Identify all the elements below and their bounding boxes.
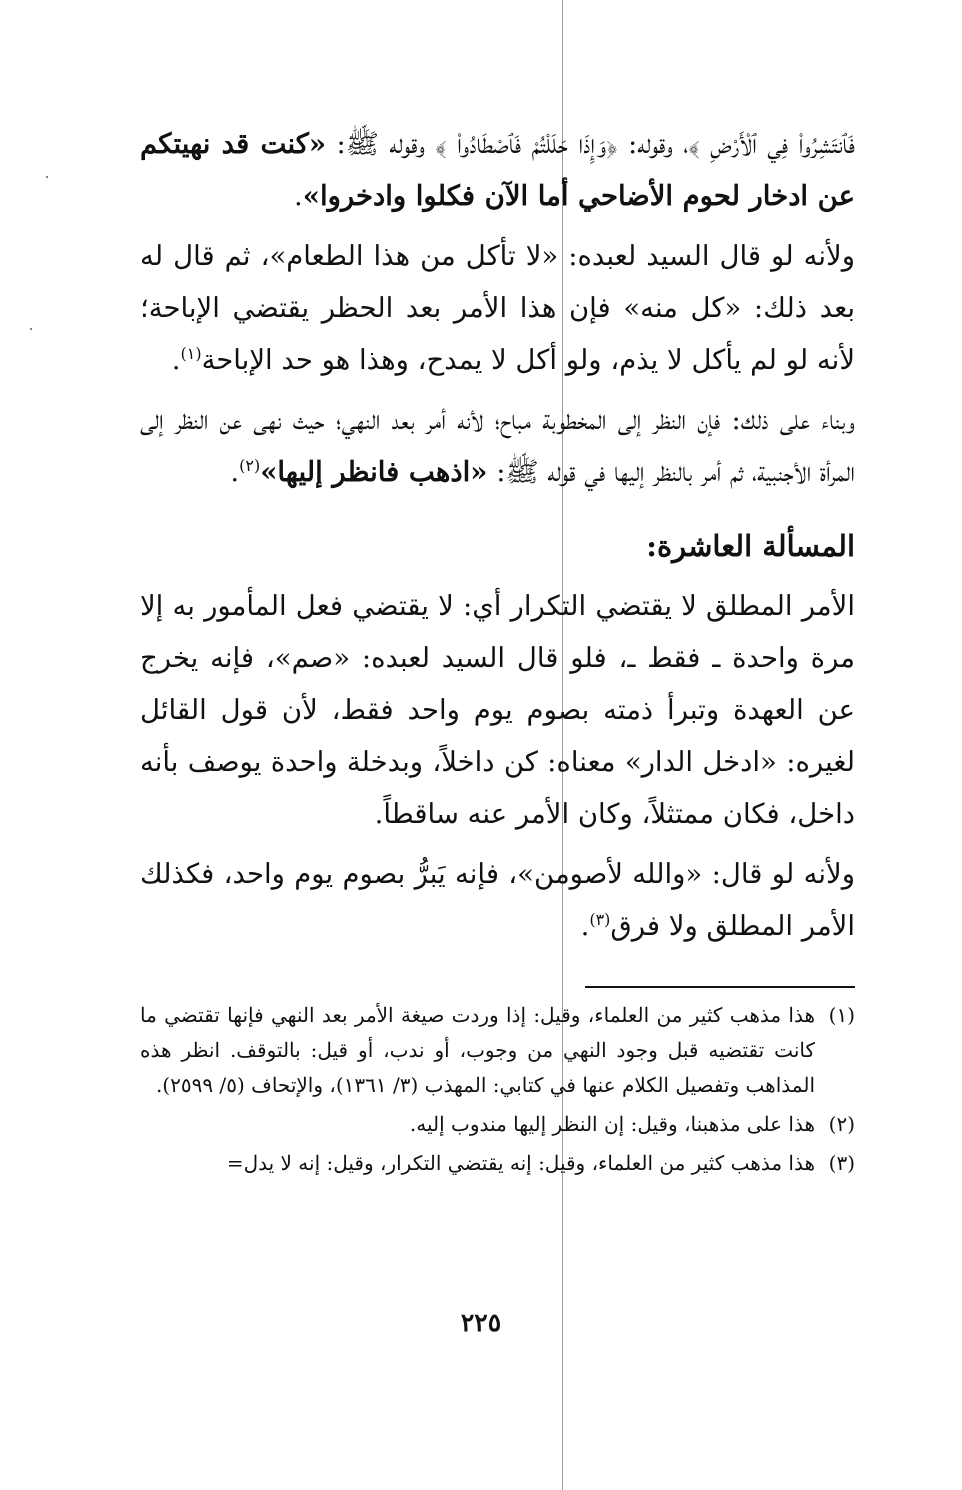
hadith-quote: «كنت قد نهيتكم عن ادخار لحوم الأضاحي أما الآن فكلوا وادخروا» xyxy=(140,128,855,212)
footnote-number: (٢) xyxy=(828,1112,855,1136)
paragraph-1 xyxy=(140,118,855,222)
paragraph-end-mark: . xyxy=(230,456,240,488)
hadith-quote: «اذهب فانظر إليها» xyxy=(260,456,488,488)
footnote-separator xyxy=(585,986,855,988)
paragraph-text: الأمر المطلق لا يقتضي التكرار أي: لا يقتضي فعل المأمور به إلا مرة واحدة ـ فقط ـ، فلو قال السيد لعبده: «صم»، فإنه يخرج عن العهدة وتبرأ ذمته بصوم يوم واحد فقط، لأن قول القائل لغيره: «ادخل الدار» معناه: كن داخلاً، وبدخلة واحدة يوصف بأنه داخل، فكان ممتثلاً، وكان الأمر عنه ساقطاً. xyxy=(140,590,855,830)
footnote-number: (١) xyxy=(828,1003,855,1027)
footnote-ref-2[interactable]: (٢) xyxy=(239,455,261,475)
scan-speck xyxy=(30,328,32,330)
paragraph-2 xyxy=(140,230,855,386)
footnote-3 xyxy=(140,1146,855,1181)
paragraph-3 xyxy=(140,394,855,498)
section-heading: المسألة العاشرة: xyxy=(646,529,855,563)
paragraph-text: ولأنه لو قال السيد لعبده: «لا تأكل من هذا الطعام»، ثم قال له بعد ذلك: «كل منه» فإن هذا الأمر بعد الحظر يقتضي الإباحة؛ لأنه لو لم يأكل لا يذم، ولو أكل لا يمدح، وهذا هو حد الإباحة xyxy=(140,240,855,376)
footnote-number: (٣) xyxy=(828,1151,855,1175)
footnote-text: هذا مذهب كثير من العلماء، وقيل: إذا وردت صيغة الأمر بعد النهي فإنها تقتضي ما كانت تقتضيه قبل وجود النهي من وجوب، أو ندب، أو قيل: بالتوقف. انظر هذه المذاهب وتفصيل الكلام عنها في كتابي: المهذب (٣/ ١٣٦١)، والإتحاف (٥/ ٢٥٩٩). xyxy=(140,1003,815,1097)
paragraph-4 xyxy=(140,580,855,840)
scan-speck xyxy=(46,176,48,178)
paragraph-end-mark: . xyxy=(580,910,590,942)
paragraph-5 xyxy=(140,848,855,952)
book-page xyxy=(140,118,855,1368)
footnote-2 xyxy=(140,1107,855,1142)
paragraph-end-mark: . xyxy=(171,344,181,376)
paragraph-text: ولأنه لو قال: «والله لأصومن»، فإنه يَبرُّ بصوم يوم واحد، فكذلك الأمر المطلق ولا فرق xyxy=(140,858,855,942)
paragraph-end-mark: . xyxy=(294,180,303,212)
footnote-1 xyxy=(140,998,855,1103)
quran-citation-text: فَٱنتَشِرُواْ فِي ٱلْأَرْضِ ﴾، وقوله: ﴿وَإِذَا حَلَلْتُمْ فَٱصْطَادُواْ ﴾ وقوله ﷺ: xyxy=(336,128,855,160)
paragraph-text: وبناء على ذلك: فإن النظر إلى المخطوبة مباح؛ لأنه أمر بعد النهي؛ حيث نهى عن النظر إلى المرأة الأجنبية، ثم أمر بالنظر إليها في قوله ﷺ: xyxy=(140,404,855,488)
footnote-text: هذا على مذهبنا، وقيل: إن النظر إليها مندوب إليه. xyxy=(409,1112,815,1136)
page-number: ٢٢٥ xyxy=(460,1308,502,1337)
footnote-text: هذا مذهب كثير من العلماء، وقيل: إنه يقتضي التكرار، وقيل: إنه لا يدل= xyxy=(226,1151,815,1175)
footnote-ref-1[interactable]: (١) xyxy=(180,343,202,363)
footnote-ref-3[interactable]: (٣) xyxy=(589,909,611,929)
